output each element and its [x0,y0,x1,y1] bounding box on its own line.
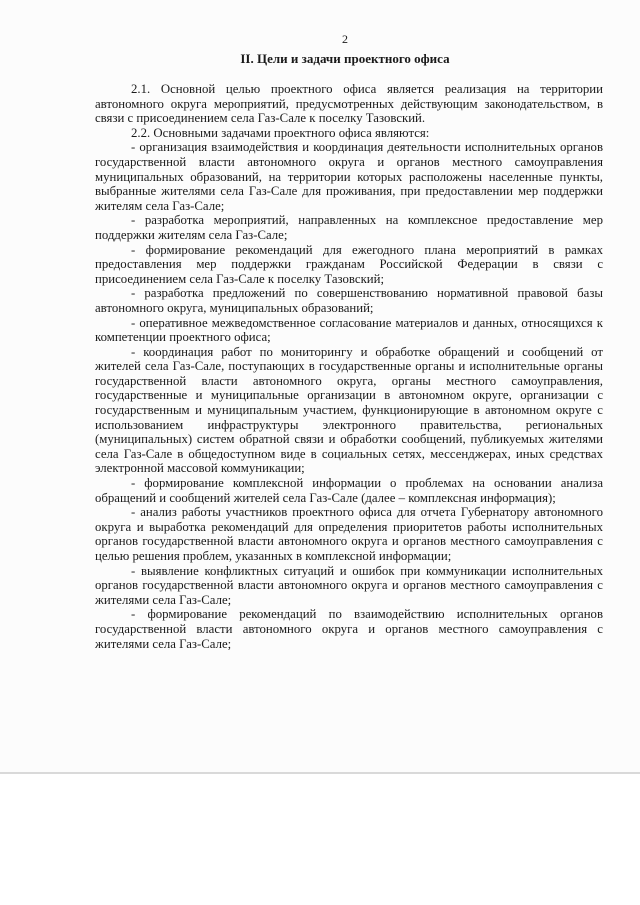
paragraph-2-1: 2.1. Основной целью проектного офиса является реализация на территории автономного округа мероприятий, предусмотренных действующим законодательством, в связи с присоединением села Газ-Сале к поселку Тазовский. [95,82,603,126]
page-number: 2 [342,32,348,46]
task-item: - формирование рекомендаций по взаимодействию исполнительных органов государственной власти автономного округа и органов местного самоуправления с жителями села Газ-Сале; [95,607,603,651]
page-edge [0,772,640,774]
task-item: - организация взаимодействия и координация деятельности исполнительных органов государственной власти автономного округа и органов местного самоуправления муниципальных образований, на территории которых расположены населенные пункты, выбранные жителями села Газ-Сале для проживания, при предоставлении мер поддержки жителям села Газ-Сале; [95,140,603,213]
task-item: - анализ работы участников проектного офиса для отчета Губернатору автономного округа и выработка рекомендаций для определения приоритетов работы исполнительных органов государственной власти автономного округа и органов местного самоуправления с целью решения проблем, указанных в комплексной информации; [95,505,603,563]
task-item: - разработка предложений по совершенствованию нормативной правовой базы автономного округа, муниципальных образований; [95,286,603,315]
task-item: - формирование комплексной информации о проблемах на основании анализа обращений и сообщений жителей села Газ-Сале (далее – комплексная информация); [95,476,603,505]
task-item: - координация работ по мониторингу и обработке обращений и сообщений от жителей села Газ-Сале, поступающих в государственные органы и исполнительные органы государственной власти автономного округа, органы местного самоуправления, государственные и муниципальные организации в автономном округе, организации с государственным и муниципальным участием, функционирующие в автономном округе с использованием инфраструктуры электронного правительства, региональных (муниципальных) систем обратной связи и обработки сообщений, публикуемых жителями села Газ-Сале в общедоступном виде в социальных сетях, мессенджерах, иных средствах электронной массовой коммуникации; [95,344,603,476]
section-body [95,82,603,651]
task-item: - оперативное межведомственное согласование материалов и данных, относящихся к компетенции проектного офиса; [95,315,603,345]
task-item: - разработка мероприятий, направленных на комплексное предоставление мер поддержки жителям села Газ-Сале; [95,213,603,242]
section-heading: II. Цели и задачи проектного офиса [240,51,450,66]
task-item: - выявление конфликтных ситуаций и ошибок при коммуникации исполнительных органов государственной власти автономного округа и органов местного самоуправления с жителями села Газ-Сале; [95,563,603,607]
paragraph-2-2: 2.2. Основными задачами проектного офиса являются: [131,125,430,140]
task-item: - формирование рекомендаций для ежегодного плана мероприятий в рамках предоставления мер поддержки гражданам Российской Федерации в связи с присоединением села Газ-Сале к поселку Тазовский; [95,242,603,286]
